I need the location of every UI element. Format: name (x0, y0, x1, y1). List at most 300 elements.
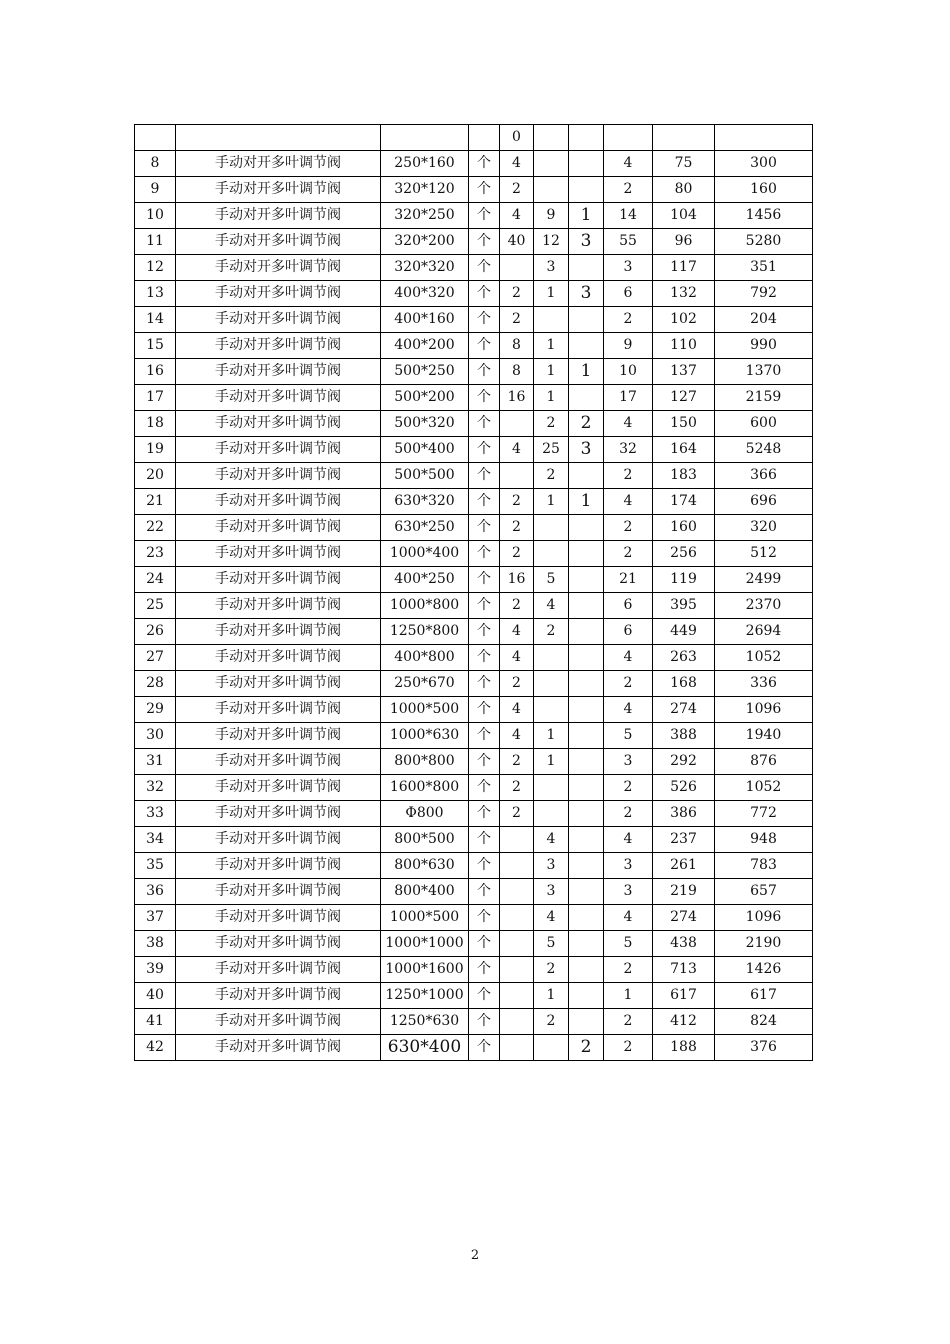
cell-qty-c (569, 385, 604, 411)
cell-item-number: 39 (135, 957, 176, 983)
cell-item-name (176, 125, 381, 151)
cell-total-qty: 55 (604, 229, 653, 255)
cell-total-qty: 4 (604, 411, 653, 437)
cell-total-qty: 9 (604, 333, 653, 359)
cell-qty-b: 2 (534, 411, 569, 437)
cell-spec: 500*200 (381, 385, 469, 411)
cell-qty-a: 8 (500, 359, 534, 385)
cell-item-number: 16 (135, 359, 176, 385)
cell-qty-a: 2 (500, 593, 534, 619)
cell-total-qty: 10 (604, 359, 653, 385)
cell-unit-price: 80 (653, 177, 715, 203)
cell-qty-b (534, 1035, 569, 1061)
cell-qty-a: 0 (500, 125, 534, 151)
cell-unit: 个 (469, 983, 500, 1009)
cell-qty-c (569, 723, 604, 749)
cell-spec: 1000*1600 (381, 957, 469, 983)
cell-qty-b (534, 125, 569, 151)
cell-unit: 个 (469, 1035, 500, 1061)
cell-qty-b: 1 (534, 385, 569, 411)
cell-qty-c (569, 541, 604, 567)
cell-item-name: 手动对开多叶调节阀 (176, 671, 381, 697)
cell-item-name: 手动对开多叶调节阀 (176, 203, 381, 229)
cell-item-number: 12 (135, 255, 176, 281)
cell-item-number: 25 (135, 593, 176, 619)
cell-qty-a: 4 (500, 723, 534, 749)
cell-unit: 个 (469, 749, 500, 775)
cell-qty-c (569, 905, 604, 931)
cell-total-qty: 1 (604, 983, 653, 1009)
damper-quantity-table (134, 124, 813, 1061)
cell-total-qty: 3 (604, 255, 653, 281)
cell-item-name: 手动对开多叶调节阀 (176, 619, 381, 645)
cell-total-qty: 17 (604, 385, 653, 411)
cell-unit: 个 (469, 827, 500, 853)
cell-qty-a: 2 (500, 281, 534, 307)
cell-qty-a: 2 (500, 749, 534, 775)
table-row (135, 697, 813, 723)
cell-item-number: 29 (135, 697, 176, 723)
cell-unit-price (653, 125, 715, 151)
cell-unit-price: 160 (653, 515, 715, 541)
cell-qty-b: 25 (534, 437, 569, 463)
cell-item-number: 18 (135, 411, 176, 437)
cell-spec: 1000*630 (381, 723, 469, 749)
cell-qty-b: 1 (534, 983, 569, 1009)
cell-qty-b (534, 515, 569, 541)
cell-spec: 250*160 (381, 151, 469, 177)
cell-unit: 个 (469, 957, 500, 983)
cell-unit: 个 (469, 619, 500, 645)
cell-qty-c (569, 827, 604, 853)
cell-total-price: 5248 (715, 437, 813, 463)
cell-total-price (715, 125, 813, 151)
table-row (135, 567, 813, 593)
cell-qty-c (569, 697, 604, 723)
cell-total-qty: 4 (604, 645, 653, 671)
cell-item-number: 8 (135, 151, 176, 177)
cell-qty-c: 2 (569, 1035, 604, 1061)
cell-total-qty: 4 (604, 151, 653, 177)
cell-spec: 1000*1000 (381, 931, 469, 957)
table-row (135, 489, 813, 515)
cell-unit-price: 174 (653, 489, 715, 515)
cell-item-number: 28 (135, 671, 176, 697)
cell-unit-price: 219 (653, 879, 715, 905)
cell-item-name: 手动对开多叶调节阀 (176, 151, 381, 177)
cell-unit-price: 292 (653, 749, 715, 775)
cell-total-qty: 3 (604, 749, 653, 775)
cell-spec (381, 125, 469, 151)
cell-unit-price: 75 (653, 151, 715, 177)
cell-total-qty: 4 (604, 905, 653, 931)
cell-qty-c: 1 (569, 489, 604, 515)
cell-qty-c (569, 749, 604, 775)
cell-total-price: 792 (715, 281, 813, 307)
cell-total-price: 320 (715, 515, 813, 541)
cell-qty-b: 1 (534, 281, 569, 307)
cell-item-name: 手动对开多叶调节阀 (176, 411, 381, 437)
cell-unit: 个 (469, 801, 500, 827)
table-row (135, 723, 813, 749)
cell-qty-b: 3 (534, 255, 569, 281)
cell-unit: 个 (469, 853, 500, 879)
cell-unit: 个 (469, 229, 500, 255)
cell-item-name: 手动对开多叶调节阀 (176, 723, 381, 749)
cell-qty-a (500, 879, 534, 905)
cell-total-price: 948 (715, 827, 813, 853)
cell-item-number: 36 (135, 879, 176, 905)
cell-qty-c (569, 645, 604, 671)
cell-qty-c (569, 593, 604, 619)
cell-total-price: 204 (715, 307, 813, 333)
cell-spec: 1000*500 (381, 697, 469, 723)
cell-item-number: 14 (135, 307, 176, 333)
cell-unit: 个 (469, 281, 500, 307)
cell-item-number: 11 (135, 229, 176, 255)
table-row (135, 255, 813, 281)
cell-spec: 320*250 (381, 203, 469, 229)
table-row (135, 229, 813, 255)
cell-spec: 800*630 (381, 853, 469, 879)
cell-unit: 个 (469, 931, 500, 957)
cell-total-qty: 6 (604, 281, 653, 307)
cell-qty-c (569, 775, 604, 801)
cell-qty-a (500, 827, 534, 853)
cell-unit: 个 (469, 333, 500, 359)
cell-qty-c: 3 (569, 281, 604, 307)
cell-unit: 个 (469, 1009, 500, 1035)
table-row (135, 281, 813, 307)
cell-item-number: 32 (135, 775, 176, 801)
table-row (135, 879, 813, 905)
cell-item-number: 27 (135, 645, 176, 671)
cell-spec: 500*320 (381, 411, 469, 437)
cell-qty-a (500, 1035, 534, 1061)
cell-spec: 400*250 (381, 567, 469, 593)
cell-item-number: 30 (135, 723, 176, 749)
cell-qty-a (500, 411, 534, 437)
cell-qty-b (534, 775, 569, 801)
cell-qty-c (569, 801, 604, 827)
cell-qty-a (500, 983, 534, 1009)
cell-spec: 1250*630 (381, 1009, 469, 1035)
cell-unit-price: 132 (653, 281, 715, 307)
cell-item-number: 34 (135, 827, 176, 853)
cell-qty-c: 3 (569, 437, 604, 463)
cell-unit-price: 127 (653, 385, 715, 411)
cell-unit: 个 (469, 905, 500, 931)
cell-qty-a (500, 957, 534, 983)
cell-qty-a: 4 (500, 697, 534, 723)
cell-unit: 个 (469, 151, 500, 177)
cell-qty-b: 1 (534, 333, 569, 359)
cell-unit: 个 (469, 203, 500, 229)
cell-item-name: 手动对开多叶调节阀 (176, 697, 381, 723)
cell-qty-b: 1 (534, 489, 569, 515)
cell-unit: 个 (469, 255, 500, 281)
cell-unit: 个 (469, 775, 500, 801)
cell-spec: 320*320 (381, 255, 469, 281)
table-row (135, 463, 813, 489)
cell-item-number: 33 (135, 801, 176, 827)
cell-item-name: 手动对开多叶调节阀 (176, 827, 381, 853)
cell-qty-a (500, 905, 534, 931)
table-row (135, 853, 813, 879)
cell-total-qty: 3 (604, 853, 653, 879)
cell-qty-b (534, 307, 569, 333)
cell-total-price: 351 (715, 255, 813, 281)
cell-total-price: 1096 (715, 697, 813, 723)
cell-qty-b: 1 (534, 359, 569, 385)
cell-qty-a (500, 255, 534, 281)
cell-qty-a: 2 (500, 489, 534, 515)
cell-total-qty: 6 (604, 619, 653, 645)
cell-spec: 1600*800 (381, 775, 469, 801)
cell-item-number: 19 (135, 437, 176, 463)
cell-item-number: 24 (135, 567, 176, 593)
cell-total-price: 876 (715, 749, 813, 775)
cell-total-qty: 4 (604, 489, 653, 515)
cell-unit-price: 412 (653, 1009, 715, 1035)
table-row (135, 801, 813, 827)
cell-item-name: 手动对开多叶调节阀 (176, 229, 381, 255)
cell-qty-a: 16 (500, 567, 534, 593)
cell-qty-c (569, 671, 604, 697)
cell-qty-a (500, 853, 534, 879)
cell-total-qty: 32 (604, 437, 653, 463)
cell-total-price: 2190 (715, 931, 813, 957)
cell-item-number: 40 (135, 983, 176, 1009)
cell-unit-price: 263 (653, 645, 715, 671)
cell-qty-c (569, 463, 604, 489)
table-row (135, 593, 813, 619)
cell-total-price: 5280 (715, 229, 813, 255)
cell-spec: 800*500 (381, 827, 469, 853)
cell-total-price: 2370 (715, 593, 813, 619)
cell-qty-b: 4 (534, 593, 569, 619)
table-row (135, 203, 813, 229)
cell-unit-price: 164 (653, 437, 715, 463)
cell-spec: 250*670 (381, 671, 469, 697)
cell-unit-price: 102 (653, 307, 715, 333)
cell-total-qty: 5 (604, 723, 653, 749)
cell-item-name: 手动对开多叶调节阀 (176, 281, 381, 307)
cell-qty-b: 12 (534, 229, 569, 255)
cell-unit: 个 (469, 463, 500, 489)
cell-qty-c (569, 177, 604, 203)
cell-spec: 320*200 (381, 229, 469, 255)
cell-total-price: 160 (715, 177, 813, 203)
cell-unit-price: 237 (653, 827, 715, 853)
cell-total-price: 772 (715, 801, 813, 827)
cell-unit-price: 274 (653, 697, 715, 723)
cell-qty-a: 4 (500, 203, 534, 229)
cell-item-name: 手动对开多叶调节阀 (176, 645, 381, 671)
table-row (135, 671, 813, 697)
cell-unit-price: 256 (653, 541, 715, 567)
cell-item-name: 手动对开多叶调节阀 (176, 879, 381, 905)
cell-total-price: 657 (715, 879, 813, 905)
cell-qty-b: 2 (534, 463, 569, 489)
cell-item-name: 手动对开多叶调节阀 (176, 983, 381, 1009)
cell-item-name: 手动对开多叶调节阀 (176, 1035, 381, 1061)
table-row (135, 905, 813, 931)
cell-unit: 个 (469, 177, 500, 203)
cell-item-name: 手动对开多叶调节阀 (176, 905, 381, 931)
cell-spec: 630*250 (381, 515, 469, 541)
page-number: 2 (470, 1248, 480, 1263)
cell-qty-c: 1 (569, 359, 604, 385)
cell-qty-b: 2 (534, 957, 569, 983)
cell-item-name: 手动对开多叶调节阀 (176, 437, 381, 463)
table-row (135, 359, 813, 385)
cell-total-qty: 21 (604, 567, 653, 593)
cell-total-qty: 2 (604, 541, 653, 567)
cell-unit (469, 125, 500, 151)
cell-spec: 1250*800 (381, 619, 469, 645)
cell-unit-price: 438 (653, 931, 715, 957)
table-row (135, 177, 813, 203)
cell-qty-a (500, 1009, 534, 1035)
cell-qty-a (500, 463, 534, 489)
cell-unit-price: 137 (653, 359, 715, 385)
cell-qty-b (534, 801, 569, 827)
cell-item-number (135, 125, 176, 151)
cell-item-number: 17 (135, 385, 176, 411)
cell-qty-b (534, 671, 569, 697)
cell-qty-b: 3 (534, 853, 569, 879)
cell-qty-c (569, 255, 604, 281)
cell-qty-a: 4 (500, 619, 534, 645)
cell-spec: 800*800 (381, 749, 469, 775)
table-row (135, 1035, 813, 1061)
cell-total-price: 1052 (715, 645, 813, 671)
cell-item-number: 42 (135, 1035, 176, 1061)
cell-unit-price: 110 (653, 333, 715, 359)
cell-unit: 个 (469, 359, 500, 385)
cell-spec: 320*120 (381, 177, 469, 203)
cell-total-price: 1052 (715, 775, 813, 801)
cell-spec: 500*400 (381, 437, 469, 463)
cell-total-qty: 2 (604, 515, 653, 541)
cell-unit: 个 (469, 385, 500, 411)
cell-total-qty: 6 (604, 593, 653, 619)
cell-item-name: 手动对开多叶调节阀 (176, 177, 381, 203)
table-row (135, 983, 813, 1009)
table-row (135, 775, 813, 801)
table-row (135, 411, 813, 437)
cell-qty-b (534, 645, 569, 671)
cell-spec: 400*200 (381, 333, 469, 359)
cell-qty-c (569, 931, 604, 957)
cell-unit-price: 104 (653, 203, 715, 229)
cell-total-qty: 5 (604, 931, 653, 957)
cell-total-price: 990 (715, 333, 813, 359)
cell-unit-price: 168 (653, 671, 715, 697)
cell-qty-a: 4 (500, 151, 534, 177)
cell-unit-price: 526 (653, 775, 715, 801)
cell-spec: 1000*400 (381, 541, 469, 567)
cell-total-qty: 2 (604, 463, 653, 489)
cell-total-price: 1370 (715, 359, 813, 385)
cell-unit: 个 (469, 411, 500, 437)
cell-item-name: 手动对开多叶调节阀 (176, 749, 381, 775)
cell-total-qty: 2 (604, 671, 653, 697)
cell-total-price: 783 (715, 853, 813, 879)
cell-qty-c (569, 515, 604, 541)
cell-item-number: 20 (135, 463, 176, 489)
cell-item-name: 手动对开多叶调节阀 (176, 385, 381, 411)
cell-qty-a: 2 (500, 671, 534, 697)
table-row (135, 333, 813, 359)
cell-qty-c (569, 125, 604, 151)
cell-item-number: 35 (135, 853, 176, 879)
cell-unit: 个 (469, 879, 500, 905)
cell-unit-price: 617 (653, 983, 715, 1009)
cell-spec: 400*160 (381, 307, 469, 333)
cell-item-number: 31 (135, 749, 176, 775)
cell-qty-b: 9 (534, 203, 569, 229)
cell-item-name: 手动对开多叶调节阀 (176, 333, 381, 359)
cell-total-price: 1096 (715, 905, 813, 931)
cell-spec: 800*400 (381, 879, 469, 905)
cell-unit: 个 (469, 671, 500, 697)
cell-spec: 630*400 (381, 1035, 469, 1061)
cell-total-price: 600 (715, 411, 813, 437)
cell-unit: 个 (469, 541, 500, 567)
cell-item-name: 手动对开多叶调节阀 (176, 515, 381, 541)
cell-item-number: 37 (135, 905, 176, 931)
cell-item-name: 手动对开多叶调节阀 (176, 359, 381, 385)
cell-qty-b: 2 (534, 1009, 569, 1035)
cell-item-name: 手动对开多叶调节阀 (176, 853, 381, 879)
cell-total-qty: 4 (604, 697, 653, 723)
cell-total-qty: 2 (604, 801, 653, 827)
cell-qty-c: 3 (569, 229, 604, 255)
cell-unit-price: 119 (653, 567, 715, 593)
cell-qty-a: 2 (500, 307, 534, 333)
cell-spec: 500*500 (381, 463, 469, 489)
cell-item-number: 13 (135, 281, 176, 307)
cell-qty-b (534, 541, 569, 567)
cell-qty-b: 2 (534, 619, 569, 645)
cell-qty-b: 5 (534, 567, 569, 593)
cell-spec: 1250*1000 (381, 983, 469, 1009)
cell-qty-c (569, 1009, 604, 1035)
cell-item-number: 21 (135, 489, 176, 515)
cell-total-price: 2499 (715, 567, 813, 593)
cell-qty-c: 2 (569, 411, 604, 437)
cell-item-name: 手动对开多叶调节阀 (176, 775, 381, 801)
cell-qty-b: 4 (534, 905, 569, 931)
cell-total-qty: 2 (604, 307, 653, 333)
table-row (135, 619, 813, 645)
table-row (135, 541, 813, 567)
cell-unit-price: 261 (653, 853, 715, 879)
cell-qty-b (534, 177, 569, 203)
cell-qty-a: 40 (500, 229, 534, 255)
cell-unit: 个 (469, 515, 500, 541)
cell-item-name: 手动对开多叶调节阀 (176, 1009, 381, 1035)
cell-total-price: 336 (715, 671, 813, 697)
cell-qty-c: 1 (569, 203, 604, 229)
cell-unit: 个 (469, 489, 500, 515)
table-row (135, 827, 813, 853)
table-row (135, 515, 813, 541)
cell-qty-c (569, 619, 604, 645)
cell-total-qty: 4 (604, 827, 653, 853)
